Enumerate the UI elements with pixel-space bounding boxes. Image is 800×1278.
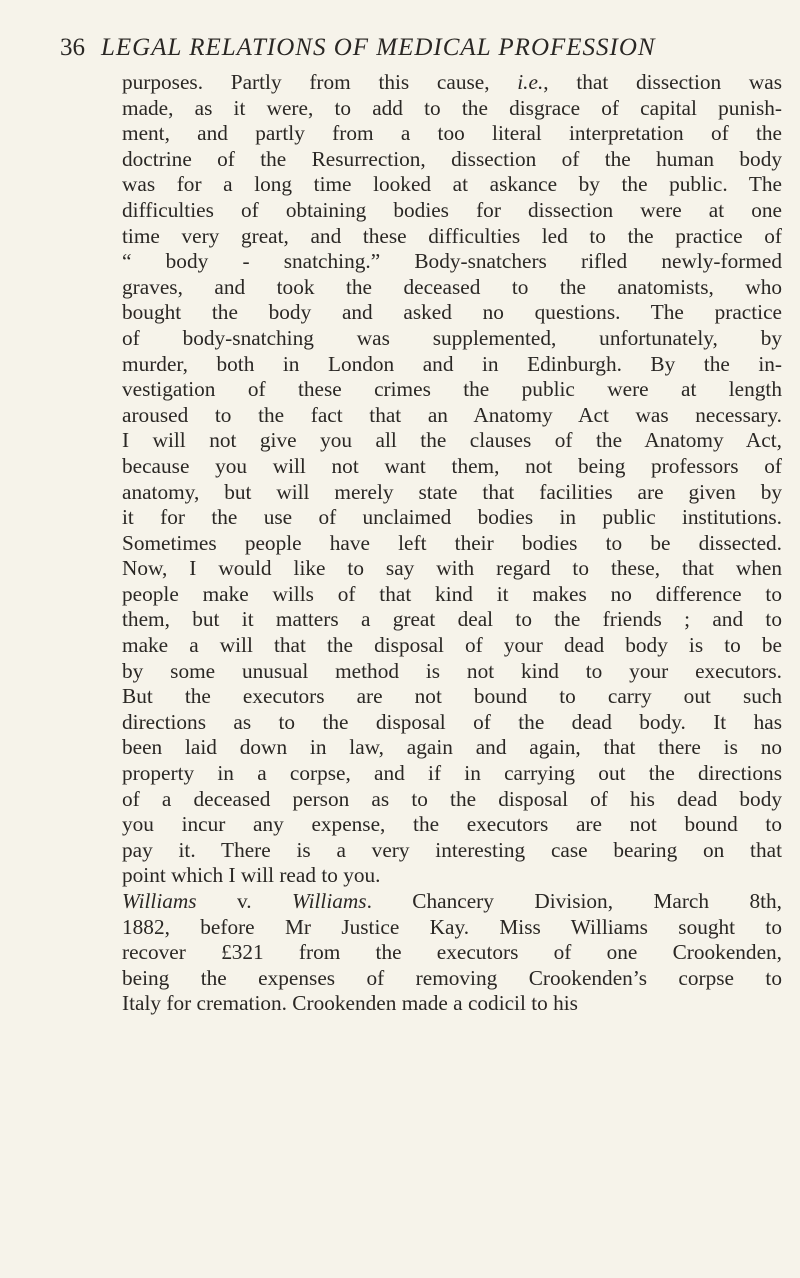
text-line bbox=[122, 710, 782, 736]
text-run: 1882, before Mr Justice Kay. Miss Williams sought to bbox=[122, 914, 782, 939]
text-line bbox=[122, 505, 782, 531]
text-line bbox=[122, 454, 782, 480]
text-run: But the executors are not bound to carry out such bbox=[122, 684, 782, 709]
text-line bbox=[122, 96, 782, 122]
text-run: people make wills of that kind it makes no difference to bbox=[122, 581, 782, 606]
text-line bbox=[122, 787, 782, 813]
text-line bbox=[122, 147, 782, 173]
text-run: aroused to the fact that an Anatomy Act was necessary. bbox=[122, 402, 782, 427]
text-line bbox=[122, 480, 782, 506]
text-run: made, as it were, to add to the disgrace of capital punish- bbox=[122, 95, 782, 120]
text-run: been laid down in law, again and again, that there is no bbox=[122, 735, 782, 760]
text-run: time very great, and these difficulties led to the practice of bbox=[122, 223, 782, 248]
text-line bbox=[122, 915, 782, 941]
text-run: directions as to the disposal of the dead body. It has bbox=[122, 709, 782, 734]
text-run: because you will not want them, not being professors of bbox=[122, 453, 782, 478]
text-run: “ body - snatching.” Body-snatchers rifled newly-formed bbox=[122, 249, 782, 274]
text-run: recover £321 from the executors of one Crookenden, bbox=[122, 940, 782, 965]
text-run: property in a corpse, and if in carrying out the directions bbox=[122, 761, 782, 786]
text-run: anatomy, but will merely state that facilities are given by bbox=[122, 479, 782, 504]
text-line bbox=[122, 812, 782, 838]
text-line bbox=[122, 403, 782, 429]
text-run: murder, both in London and in Edinburgh. By the in- bbox=[122, 351, 782, 376]
text-line bbox=[122, 863, 782, 889]
text-line bbox=[122, 761, 782, 787]
text-line bbox=[122, 582, 782, 608]
text-line bbox=[122, 70, 782, 96]
text-run: by some unusual method is not kind to your executors. bbox=[122, 658, 782, 683]
text-run: point which I will read to you. bbox=[122, 863, 381, 888]
text-run: pay it. There is a very interesting case bearing on that bbox=[122, 837, 782, 862]
text-line bbox=[122, 300, 782, 326]
text-run: graves, and took the deceased to the anatomists, who bbox=[122, 274, 782, 299]
text-run: I will not give you all the clauses of the Anatomy Act, bbox=[122, 428, 782, 453]
text-run: ment, and partly from a too literal interpretation of the bbox=[122, 121, 782, 146]
text-line bbox=[122, 607, 782, 633]
text-line bbox=[122, 556, 782, 582]
text-run: difficulties of obtaining bodies for dissection were at one bbox=[122, 197, 782, 222]
text-run: you incur any expense, the executors are not bound to bbox=[122, 812, 782, 837]
text-line bbox=[122, 684, 782, 710]
page-number: 36 bbox=[60, 34, 85, 61]
text-run: of body-snatching was supplemented, unfortunately, by bbox=[122, 325, 782, 350]
text-run: bought the body and asked no questions. The practice bbox=[122, 300, 782, 325]
text-run: Williams bbox=[122, 889, 197, 913]
text-run: was for a long time looked at askance by the public. The bbox=[122, 172, 782, 197]
body-text bbox=[122, 70, 782, 1017]
text-run: doctrine of the Resurrection, dissection of the human body bbox=[122, 146, 782, 171]
text-line bbox=[122, 735, 782, 761]
text-line bbox=[122, 633, 782, 659]
text-line bbox=[122, 198, 782, 224]
text-line bbox=[122, 991, 782, 1017]
text-line bbox=[122, 889, 782, 915]
text-line bbox=[122, 428, 782, 454]
text-run: v. bbox=[196, 889, 292, 913]
running-title: LEGAL RELATIONS OF MEDICAL PROFESSION bbox=[101, 34, 656, 61]
text-run: Now, I would like to say with regard to these, that when bbox=[122, 556, 782, 581]
text-line bbox=[122, 249, 782, 275]
text-line bbox=[122, 275, 782, 301]
text-line bbox=[122, 377, 782, 403]
text-line bbox=[122, 531, 782, 557]
text-run: them, but it matters a great deal to the friends ; and to bbox=[122, 607, 782, 632]
text-run: i.e. bbox=[517, 70, 544, 94]
text-line bbox=[122, 121, 782, 147]
text-line bbox=[122, 659, 782, 685]
text-line bbox=[122, 172, 782, 198]
text-run: Italy for cremation. Crookenden made a codicil to his bbox=[122, 991, 578, 1016]
text-run: make a will that the disposal of your dead body is to be bbox=[122, 633, 782, 658]
text-line bbox=[122, 838, 782, 864]
text-line bbox=[122, 326, 782, 352]
text-line bbox=[122, 352, 782, 378]
text-line bbox=[122, 224, 782, 250]
text-run: , that dissection was bbox=[543, 70, 782, 94]
text-run: Williams bbox=[292, 889, 367, 913]
text-run: it for the use of unclaimed bodies in public institutions. bbox=[122, 505, 782, 530]
text-run: vestigation of these crimes the public were at length bbox=[122, 377, 782, 402]
text-line bbox=[122, 940, 782, 966]
running-head bbox=[60, 30, 760, 66]
text-run: . Chancery Division, March 8th, bbox=[366, 889, 782, 913]
text-run: being the expenses of removing Crookenden’s corpse to bbox=[122, 965, 782, 990]
text-run: of a deceased person as to the disposal of his dead body bbox=[122, 786, 782, 811]
text-run: purposes. Partly from this cause, bbox=[122, 70, 518, 94]
text-run: Sometimes people have left their bodies to be dissected. bbox=[122, 530, 782, 555]
text-line bbox=[122, 966, 782, 992]
